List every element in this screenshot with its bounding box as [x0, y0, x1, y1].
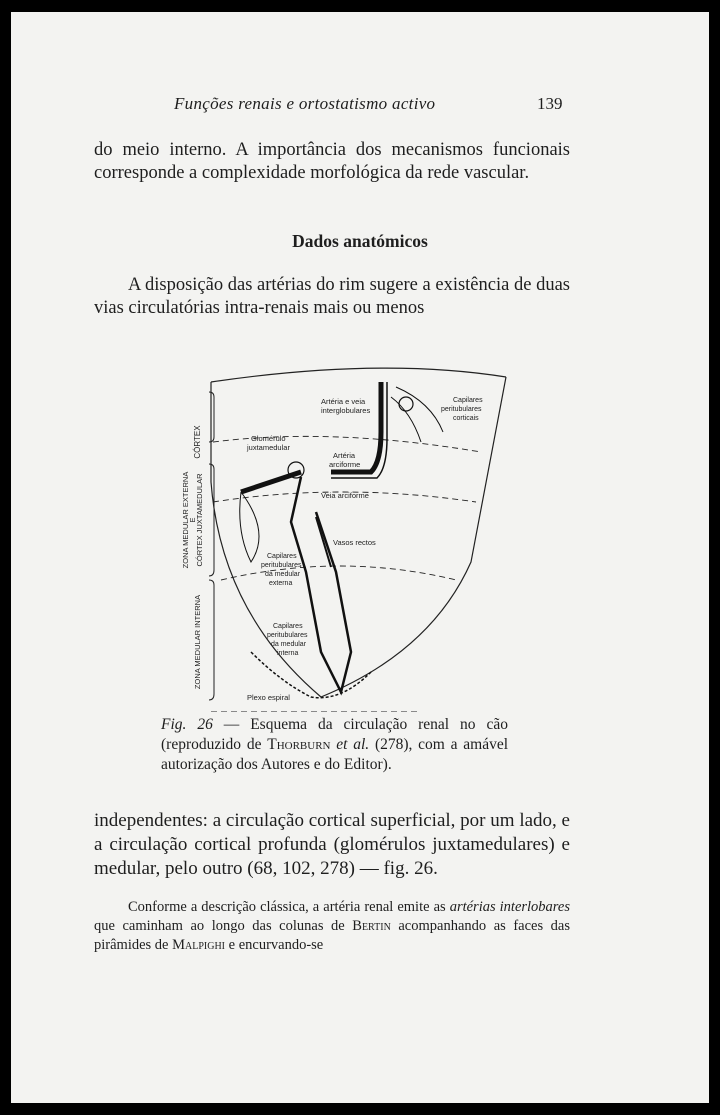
zone-label-juxtamedullary: CÓRTEX JUXTAMEDULAR [195, 473, 204, 567]
p4-italic-arterias: artérias interlobares [449, 899, 570, 915]
label-capilares-int-3: da medular [271, 641, 307, 648]
label-capilares-int-4: interna [277, 650, 299, 657]
label-capilares-int: Capilares [273, 623, 303, 630]
zone-label-and: E [188, 517, 197, 523]
label-vasos-rectos: Vasos rectos [333, 538, 376, 547]
p4-text-2: que caminham ao longo das colunas de [94, 918, 353, 934]
page-number: 139 [537, 94, 563, 113]
figure-caption [161, 715, 508, 775]
paragraph-classic-description [94, 898, 570, 955]
label-glomerulo-2: juxtamedular [247, 443, 290, 452]
zone-label-inner-medulla: ZONA MEDULAR INTERNA [193, 594, 202, 690]
caption-text-1: — Esquema da circulação renal no cão (reproduzido de [161, 716, 508, 753]
caption-author: Thorburn [267, 736, 331, 753]
zone-label-outer-medulla: ZONA MEDULAR EXTERNA [181, 471, 190, 569]
label-veia-arciforme: Veia arciforme [321, 491, 369, 500]
label-arteria-arciforme-2: arciforme [329, 460, 361, 469]
label-plexo-espiral: Plexo espiral [247, 693, 290, 702]
caption-fig-label: Fig. 26 [161, 716, 213, 733]
p4-text-3: acompanhando as faces das pirâmides de [94, 918, 570, 953]
label-arteria-arciforme: Artéria [333, 451, 356, 460]
p4-malpighi: Malpighi [172, 937, 226, 953]
p4-bertin: Bertin [352, 918, 391, 934]
running-title: Funções renais e ortostatismo activo [174, 94, 436, 113]
label-capilares-ext-4: externa [269, 580, 293, 587]
p4-text-1: Conforme a descrição clássica, a artéria renal emite as [128, 899, 450, 915]
paragraph-independent: independentes: a circulação cortical superficial, por um lado, e a circulação cortical profunda (glomérulos juxtamedulares) e medular, pelo outro (68, 102, 278) — fig. 26. [94, 810, 570, 879]
renal-circulation-figure [181, 352, 511, 712]
label-capilares-ext-2: peritubulares [261, 562, 302, 569]
paragraph-intro: do meio interno. A importância dos mecanismos funcionais corresponde a complexidade morfológica da rede vascular. [94, 140, 570, 183]
p4-text-4: e encurvando-se [225, 937, 324, 953]
label-capilares-corticais: Capilares [453, 397, 483, 404]
label-capilares-corticais-3: corticais [453, 415, 479, 422]
label-capilares-int-2: peritubulares [267, 632, 308, 639]
label-arteria-veia-2: interglobulares [321, 406, 371, 415]
label-capilares-ext-3: da medular [265, 571, 301, 578]
book-page [11, 12, 709, 1103]
caption-etal: et al. [336, 736, 370, 753]
section-heading: Dados anatómicos [292, 231, 428, 251]
paragraph-disposition: A disposição das artérias do rim sugere a existência de duas vias circulatórias intra-renais mais ou menos [94, 275, 570, 318]
page-header [11, 94, 709, 120]
label-glomerulo: Glomérulo [251, 434, 286, 443]
label-capilares-corticais-2: peritubulares [441, 406, 482, 413]
zone-label-cortex: CÓRTEX [193, 425, 202, 459]
label-capilares-ext: Capilares [267, 553, 297, 560]
label-arteria-veia: Artéria e veia [321, 397, 366, 406]
caption-text-2: (278), com a amável autorização dos Autores e do Editor). [161, 736, 509, 773]
